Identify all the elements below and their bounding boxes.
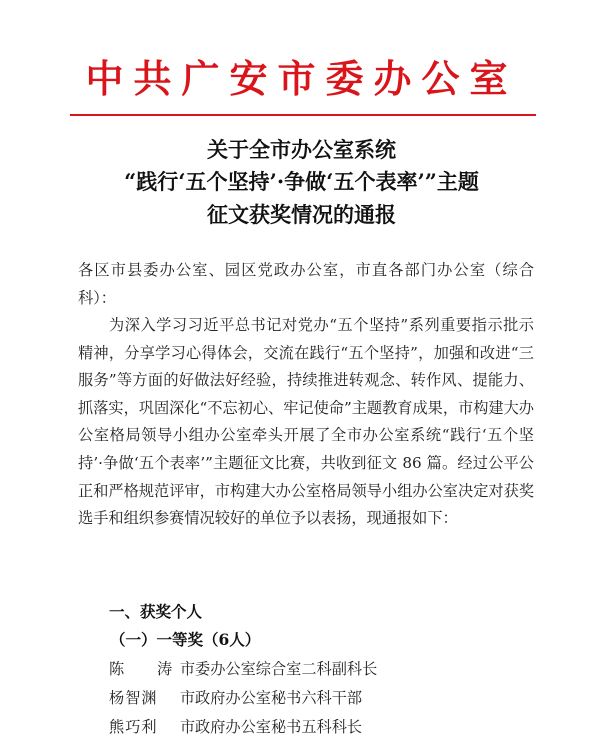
masthead-org-name: 中共广安市委办公室 bbox=[85, 56, 518, 101]
main-paragraph: 为深入学习习近平总书记对党办“五个坚持”系列重要指示批示精神，分享学习心得体会，交流在践行“五个坚持”，加强和改进“三服务”等方面的好做法好经验，持续推进转观念、转作风、提能力、抓落实，巩固深化“不忘初心、牢记使命”主题教育成果，市构建大办公室格局领导小组办公室牵头开展了全市办公室系统“践行‘五个坚持’·争做‘五个表率’”主题征文比赛，共收到征文 86 篇。经过公平公正和严格规范评审，市构建大办公室格局领导小组办公室决定对获奖选手和组织参赛情况较好的单位予以表扬，现通报如下： bbox=[78, 316, 534, 528]
masthead-red-rule bbox=[70, 114, 536, 116]
document-title-line-1: 关于全市办公室系统 bbox=[207, 137, 396, 162]
awardee-row bbox=[109, 686, 362, 710]
awardee-unit: 市政府办公室秘书五科科长 bbox=[179, 718, 363, 736]
document-title-line-3: 征文获奖情况的通报 bbox=[207, 202, 396, 227]
awardee-row bbox=[109, 657, 377, 681]
awardee-unit: 市政府办公室秘书六科干部 bbox=[179, 689, 363, 707]
salutation-text: 各区市县委办公室、园区党政办公室，市直各部门办公室（综合科）： bbox=[78, 261, 534, 307]
awardee-name: 杨智渊 bbox=[109, 689, 158, 707]
document-title-line-2: “践行‘五个坚持’·争做‘五个表率’”主题 bbox=[124, 169, 479, 194]
awardee-name: 熊巧利 bbox=[109, 718, 158, 736]
section-heading-first-prize: （一）一等奖（6人） bbox=[110, 630, 261, 649]
section-heading-individuals: 一、获奖个人 bbox=[109, 602, 203, 621]
awardee-row bbox=[109, 715, 362, 739]
awardee-unit: 市委办公室综合室二科副科长 bbox=[179, 660, 378, 678]
awardee-name: 陈 涛 bbox=[109, 660, 187, 678]
